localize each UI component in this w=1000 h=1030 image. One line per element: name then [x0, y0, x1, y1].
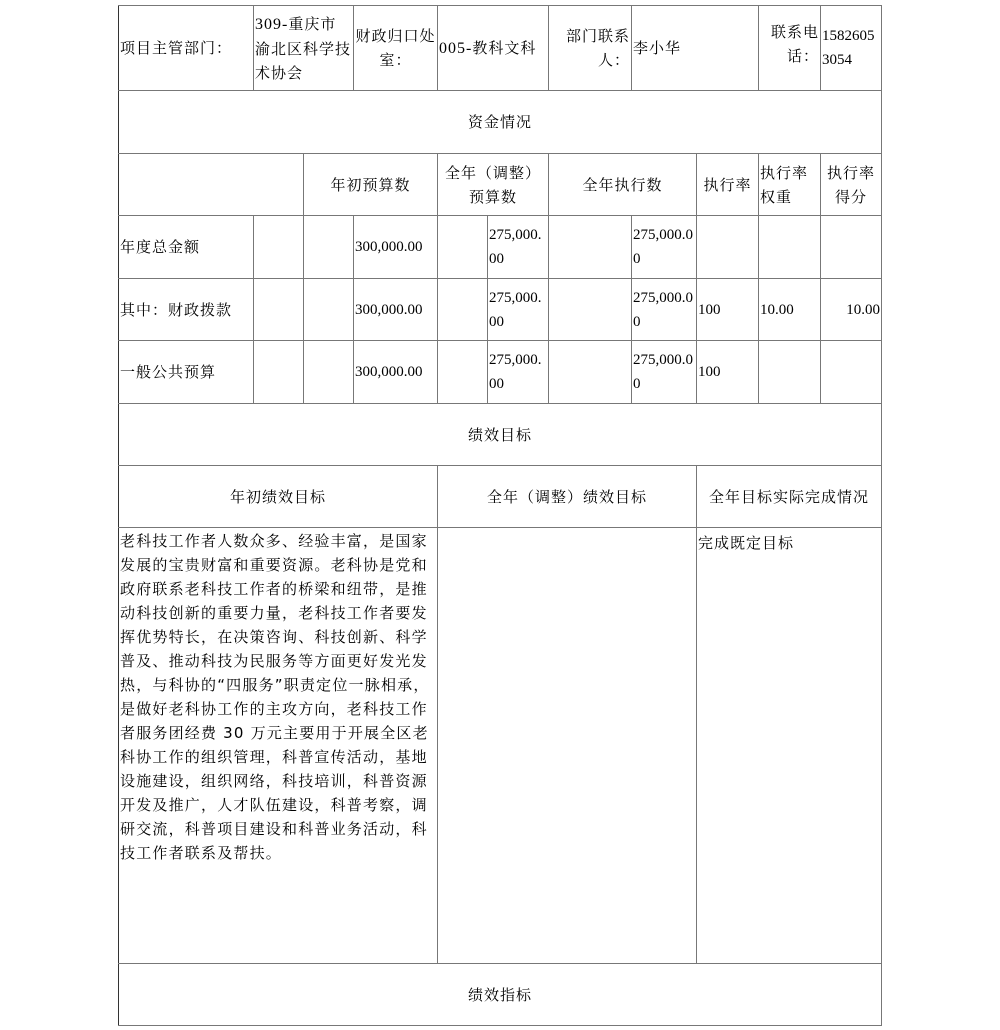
executed-value: 275,000.00 [632, 279, 697, 341]
score-value [821, 341, 882, 404]
finance-dept-label: 财政归口处室： [354, 6, 438, 91]
header-row [119, 6, 882, 91]
funds-row-fiscal [119, 279, 882, 341]
row-label: 一般公共预算 [119, 341, 254, 404]
executed-value: 275,000.00 [632, 341, 697, 404]
goals-section-title: 绩效目标 [119, 404, 882, 466]
phone-value: 15826053054 [821, 6, 882, 91]
indicators-section-title: 绩效指标 [119, 964, 882, 1026]
adjusted-budget-value: 275,000.00 [488, 216, 549, 279]
col-exec-rate: 执行率 [697, 154, 759, 216]
adjusted-budget-value: 275,000.00 [488, 341, 549, 404]
executed-value: 275,000.00 [632, 216, 697, 279]
col-initial-goal: 年初绩效目标 [119, 466, 438, 528]
initial-budget-value: 300,000.00 [354, 341, 438, 404]
adjusted-goal-text [438, 528, 697, 964]
funds-header-row [119, 154, 882, 216]
col-adjusted-budget: 全年（调整）预算数 [438, 154, 549, 216]
weight-value: 10.00 [759, 279, 821, 341]
dept-value: 309-重庆市渝北区科学技术协会 [254, 6, 354, 91]
finance-dept-value: 005-教科文科 [438, 6, 549, 91]
exec-rate-value: 100 [697, 279, 759, 341]
col-exec-rate-weight: 执行率权重 [759, 154, 821, 216]
goals-content-row [119, 528, 882, 964]
row-label: 年度总金额 [119, 216, 254, 279]
exec-rate-value: 100 [697, 341, 759, 404]
funds-section-title: 资金情况 [119, 91, 882, 154]
score-value [821, 216, 882, 279]
funds-row-general [119, 341, 882, 404]
contact-value: 李小华 [632, 6, 759, 91]
actual-completion-text: 完成既定目标 [697, 528, 882, 964]
phone-label: 联系电话： [759, 6, 821, 91]
contact-label: 部门联系人： [549, 6, 632, 91]
col-initial-budget: 年初预算数 [304, 154, 438, 216]
col-actual-completion: 全年目标实际完成情况 [697, 466, 882, 528]
adjusted-budget-value: 275,000.00 [488, 279, 549, 341]
funds-row-total [119, 216, 882, 279]
initial-budget-value: 300,000.00 [354, 279, 438, 341]
exec-rate-value [697, 216, 759, 279]
row-label: 其中：财政拨款 [119, 279, 254, 341]
goals-header-row [119, 466, 882, 528]
initial-budget-value: 300,000.00 [354, 216, 438, 279]
performance-report-table [118, 5, 882, 1026]
weight-value [759, 341, 821, 404]
weight-value [759, 216, 821, 279]
col-executed: 全年执行数 [549, 154, 697, 216]
funds-header-blank [119, 154, 304, 216]
col-exec-rate-score: 执行率得分 [821, 154, 882, 216]
dept-label: 项目主管部门： [119, 6, 254, 91]
score-value: 10.00 [821, 279, 882, 341]
col-adjusted-goal: 全年（调整）绩效目标 [438, 466, 697, 528]
initial-goal-text: 老科技工作者人数众多、经验丰富，是国家发展的宝贵财富和重要资源。老科协是党和政府联系老科技工作者的桥梁和纽带，是推动科技创新的重要力量，老科技工作者要发挥优势特长，在决策咨询、科技创新、科学普及、推动科技为民服务等方面更好发光发热，与科协的“四服务”职责定位一脉相承，是做好老科协工作的主攻方向，老科技工作者服务团经费 30 万元主要用于开展全区老科协工作的组织管理，科普宣传活动，基地设施建设，组织网络，科技培训，科普资源开发及推广，人才队伍建设，科普考察，调研交流，科普项目建设和科普业务活动，科技工作者联系及帮扶。 [119, 528, 438, 964]
